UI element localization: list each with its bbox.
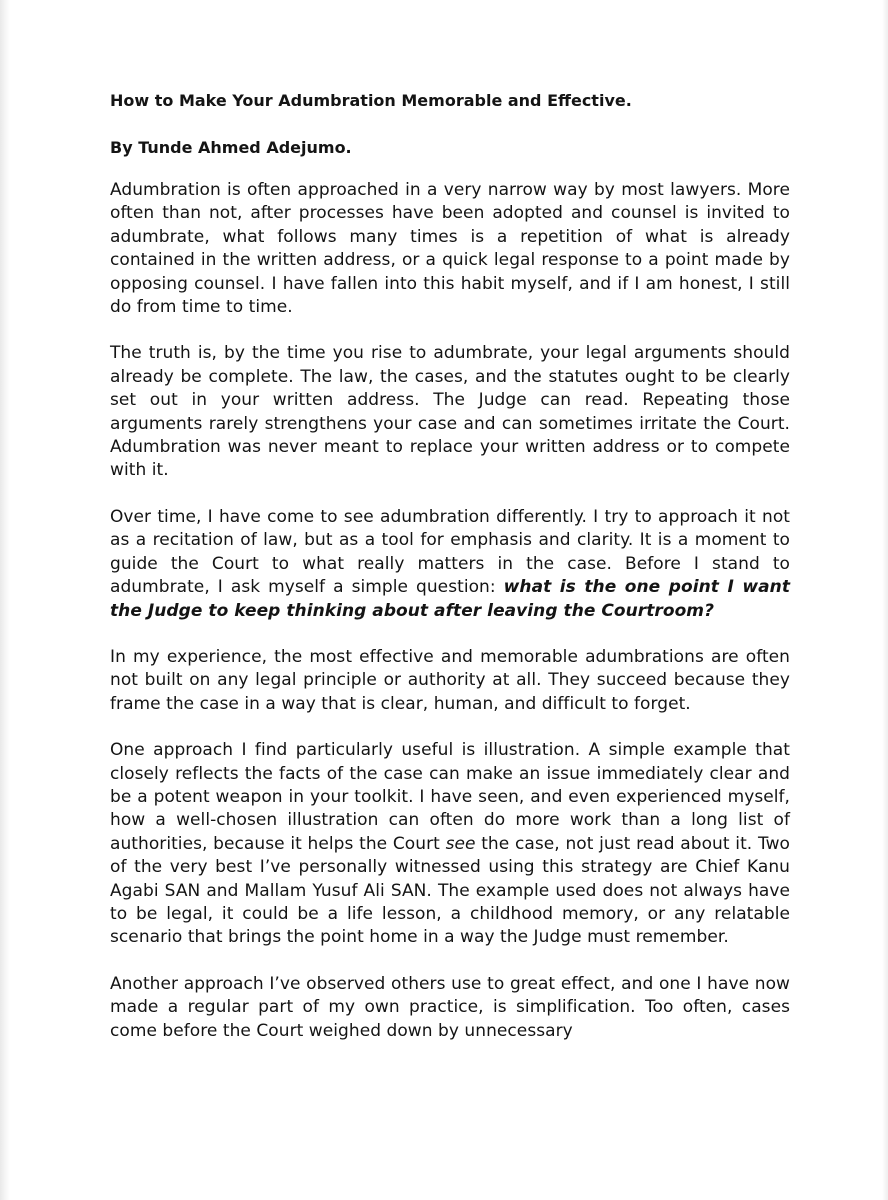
paragraph-5	[110, 739, 790, 950]
document-author: By Tunde Ahmed Adejumo.	[110, 138, 352, 157]
page-edge-shadow-right	[882, 0, 888, 1200]
document-body	[110, 88, 790, 1043]
paragraph-4-text: In my experience, the most effective and memorable adumbrations are often not built on any legal principle or authority at all. They succeed because they frame the case in a way that is clear, human, and difficult to forget.	[110, 646, 790, 714]
paragraph-3	[110, 506, 790, 623]
key-question-emphasis: what is the one point I want the Judge to keep thinking about after leaving the Courtroom?	[110, 577, 790, 621]
paragraph-6	[110, 973, 790, 1043]
paragraph-6-text: Another approach I’ve observed others use to great effect, and one I have now made a regular part of my own practice, is simplification. Too often, cases come before the Court weighed down by unnecessary	[110, 973, 790, 1041]
paragraph-4	[110, 646, 790, 716]
paragraph-2	[110, 342, 790, 482]
paragraph-3-text: Over time, I have come to see adumbration differently. I try to approach it not as a recitation of law, but as a tool for emphasis and clarity. It is a moment to guide the Court to what really matters in the case. Before I stand to adumbrate, I ask myself a simple question:	[110, 506, 790, 598]
paragraph-1-text: Adumbration is often approached in a very narrow way by most lawyers. More often than not, after processes have been adopted and counsel is invited to adumbrate, what follows many times is a repetition of what is already contained in the written address, or a quick legal response to a point made by opposing counsel. I have fallen into this habit myself, and if I am honest, I still do from time to time.	[110, 180, 790, 318]
paragraph-2-text: The truth is, by the time you rise to adumbrate, your legal arguments should already be complete. The law, the cases, and the statutes ought to be clearly set out in your written address. The Judge can read. Repeating those arguments rarely strengthens your case and can sometimes irritate the Court. Adumbration was never meant to replace your written address or to compete with it.	[110, 343, 790, 481]
page-edge-shadow-left	[0, 0, 10, 1200]
italic-see-word: see	[445, 833, 476, 854]
document-title: How to Make Your Adumbration Memorable and Effective.	[110, 91, 632, 110]
paragraph-1	[110, 179, 790, 319]
paragraph-5-text-before: One approach I find particularly useful is illustration. A simple example that closely reflects the facts of the case can make an issue immediately clear and be a potent weapon in your toolkit. I have seen, and even experienced myself, how a well-chosen illustration can often do more work than a long list of authorities, because it helps the Court	[110, 740, 790, 854]
paragraph-5-text-after: the case, not just read about it. Two of the very best I’ve personally witnessed using this strategy are Chief Kanu Agabi SAN and Mallam Yusuf Ali SAN. The example used does not always have to be legal, it could be a life lesson, a childhood memory, or any relatable scenario that brings the point home in a way the Judge must remember.	[110, 833, 790, 948]
